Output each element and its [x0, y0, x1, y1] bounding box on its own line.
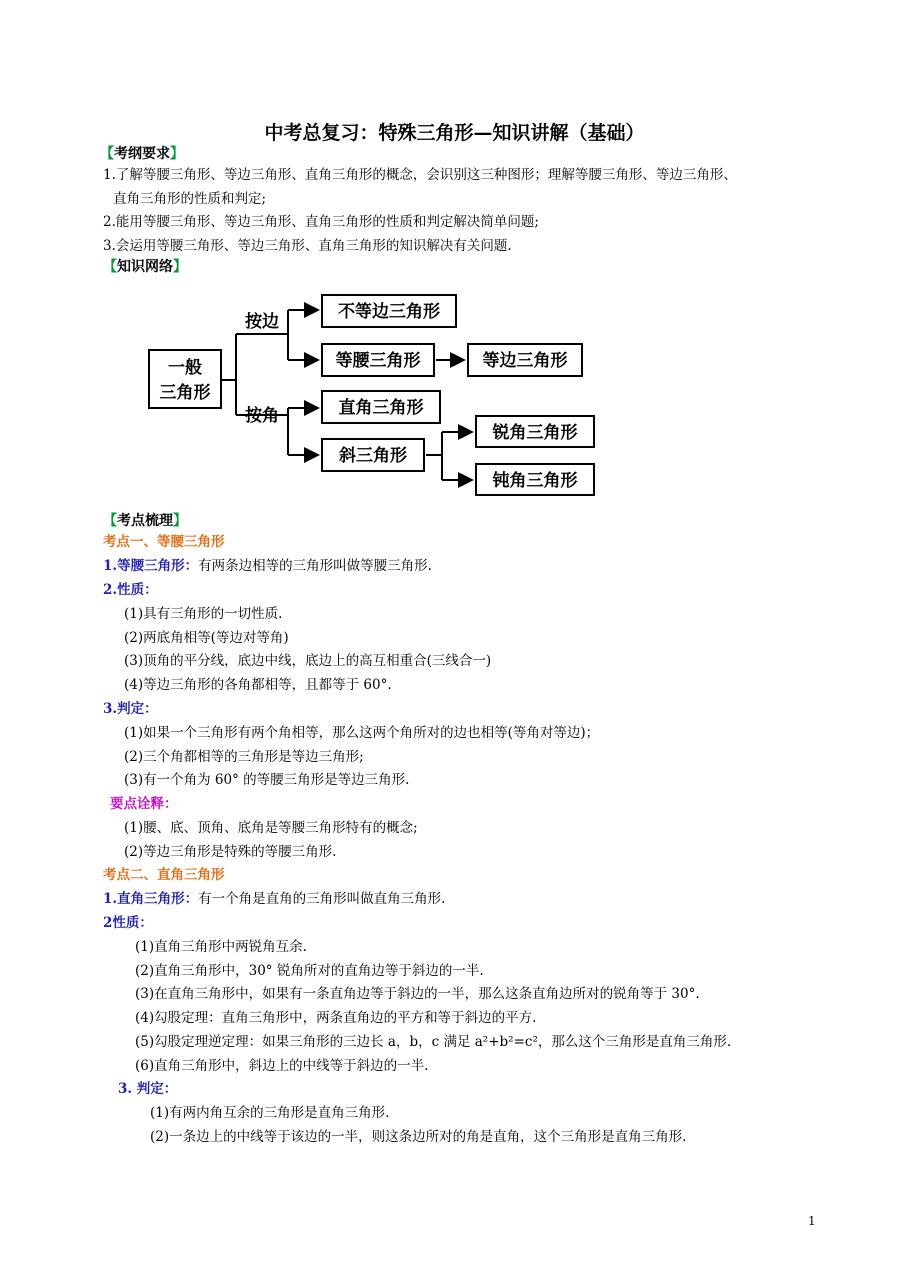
label-by-side: 按边	[245, 312, 279, 332]
kaogang-item-1-cont: 直角三角形的性质和判定;	[113, 191, 267, 207]
point1-judge-2: (2)三个角都相等的三角形是等边三角形;	[124, 749, 364, 765]
point1-def-label: 1.等腰三角形：	[103, 558, 199, 574]
network-heading: 【知识网络】	[103, 259, 187, 275]
node-root-line1: 一般	[168, 358, 202, 378]
point1-prop-label: 2.性质：	[103, 582, 158, 598]
point1-judge-label: 3.判定：	[103, 701, 158, 717]
node-acute: 锐角三角形	[492, 423, 578, 443]
page-title: 中考总复习：特殊三角形—知识讲解（基础）	[264, 122, 645, 144]
point2-prop-2: (2)直角三角形中，30° 锐角所对的直角边等于斜边的一半.	[135, 963, 484, 979]
point1-prop-2: (2)两底角相等(等边对等角)	[124, 630, 289, 646]
point2-judge-2: (2)一条边上的中线等于该边的一半，则这条边所对的角是直角，这个三角形是直角三角形.	[150, 1129, 687, 1145]
point2-prop-3: (3)在直角三角形中，如果有一条直角边等于斜边的一半，那么这条直角边所对的锐角等于 30°.	[135, 986, 700, 1002]
node-equilateral: 等边三角形	[482, 351, 568, 371]
point2-prop-1: (1)直角三角形中两锐角互余.	[135, 939, 307, 955]
point1-def	[103, 554, 432, 574]
point2-title: 考点二、直角三角形	[103, 867, 225, 883]
node-scalene: 不等边三角形	[338, 302, 440, 322]
point2-prop-5: (5)勾股定理逆定理：如果三角形的三边长 a，b，c 满足 a²+b²=c²，那么这个三角形是直角三角形.	[135, 1034, 732, 1050]
node-oblique: 斜三角形	[339, 446, 407, 466]
point1-judge-1: (1)如果一个三角形有两个角相等，那么这两个角所对的边也相等(等角对等边)；	[124, 725, 600, 741]
kaogang-item-3: 3.会运用等腰三角形、等边三角形、直角三角形的知识解决有关问题.	[103, 238, 512, 254]
kaogang-heading: 【考纲要求】	[100, 146, 184, 162]
point2-prop-6: (6)直角三角形中，斜边上的中线等于斜边的一半.	[135, 1058, 429, 1074]
point1-note-label: 要点诠释：	[110, 796, 178, 812]
point1-note-1: (1)腰、底、顶角、底角是等腰三角形特有的概念;	[124, 820, 418, 836]
node-obtuse: 钝角三角形	[492, 471, 578, 491]
point2-prop-label: 2性质：	[103, 915, 153, 931]
point2-def-text: 有一个角是直角的三角形叫做直角三角形.	[198, 891, 446, 907]
point1-prop-1: (1)具有三角形的一切性质.	[124, 606, 283, 622]
node-isosceles: 等腰三角形	[335, 351, 421, 371]
node-root-line2: 三角形	[159, 383, 211, 403]
node-right: 直角三角形	[338, 398, 424, 418]
point1-judge-3: (3)有一个角为 60° 的等腰三角形是等边三角形.	[124, 772, 410, 788]
label-by-angle: 按角	[245, 406, 279, 426]
point1-def-text: 有两条边相等的三角形叫做等腰三角形.	[198, 558, 432, 574]
point2-judge-label: 3. 判定：	[118, 1081, 178, 1097]
point1-prop-3: (3)顶角的平分线，底边中线，底边上的高互相重合(三线合一)	[124, 653, 492, 669]
kaogang-item-1: 1.了解等腰三角形、等边三角形、直角三角形的概念，会识别这三种图形；理解等腰三角形、等边三角形、	[103, 167, 737, 183]
kaogang-item-2: 2.能用等腰三角形、等边三角形、直角三角形的性质和判定解决简单问题;	[103, 214, 539, 230]
point1-note-2: (2)等边三角形是特殊的等腰三角形.	[124, 844, 337, 860]
knowledge-network-diagram	[146, 290, 606, 500]
point1-prop-4: (4)等边三角形的各角都相等，且都等于 60°.	[124, 677, 392, 693]
point2-def	[103, 887, 445, 907]
page-number: 1	[808, 1214, 816, 1228]
point2-def-label: 1.直角三角形：	[103, 891, 199, 907]
point2-prop-4: (4)勾股定理：直角三角形中，两条直角边的平方和等于斜边的平方.	[135, 1010, 537, 1026]
kaodian-heading: 【考点梳理】	[103, 513, 187, 529]
point1-title: 考点一、等腰三角形	[103, 534, 225, 550]
point2-judge-1: (1)有两内角互余的三角形是直角三角形.	[150, 1105, 390, 1121]
